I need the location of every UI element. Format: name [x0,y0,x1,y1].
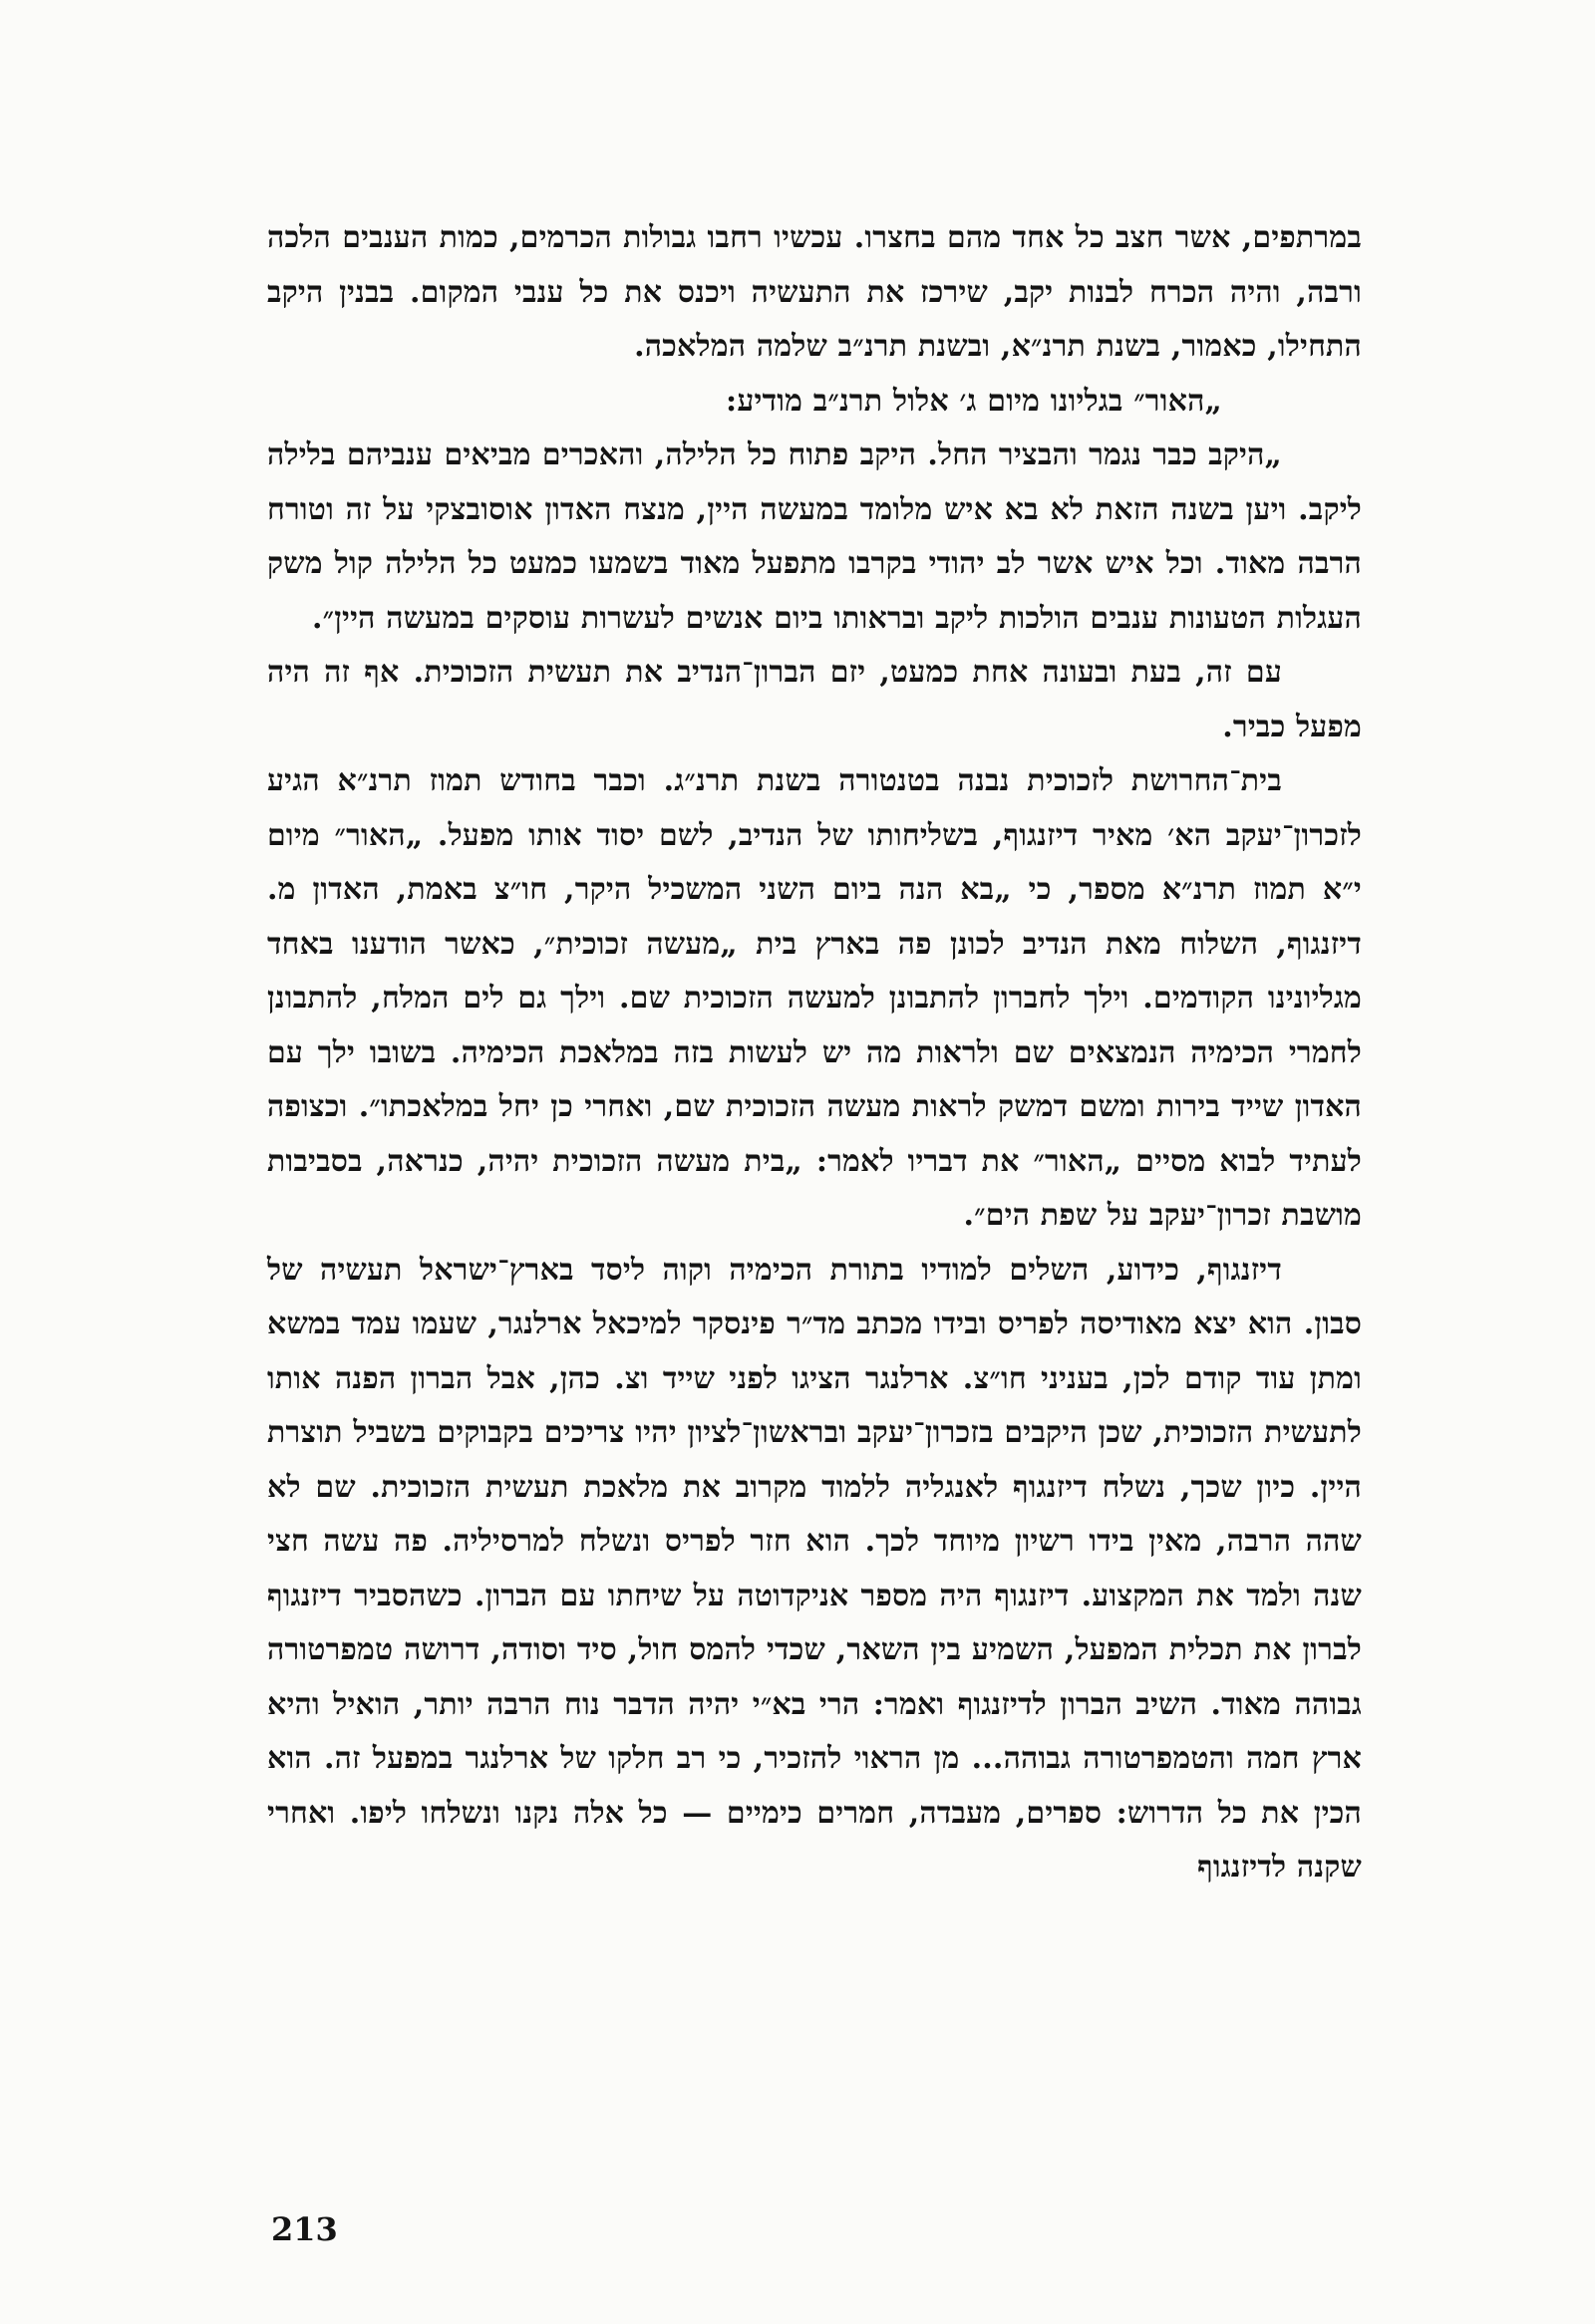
page-number: 213 [271,2210,338,2248]
paragraph-2: „האור״ בגליונו מיום ג׳ אלול תרנ״ב מודיע: [726,383,1222,419]
body-text [267,211,1362,1895]
paragraph-4: עם זה, בעת ובעונה אחת כמעט, יזם הברון־הנדיב את תעשית הזכוכית. אף זה היה מפעל כביר. [267,655,1362,744]
paragraph-6: דיזנגוף, כידוע, השלים למודיו בתורת הכימיה וקוה ליסד בארץ־ישראל תעשיה של סבון. הוא יצא מאודיסה לפריס ובידו מכתב מד״ר פינסקר למיכאל ארלנגר, שעמו עמד במשא ומתן עוד קודם לכן, בעניני חו״צ. ארלנגר הציגו לפני שייד וצ. כהן, אבל הברון הפנה אותו לתעשית הזכוכית, שכן היקבים בזכרון־יעקב ובראשון־לציון יהיו צריכים בקבוקים בשביל תוצרת היין. כיון שכך, נשלח דיזנגוף לאנגליה ללמוד מקרוב את מלאכת תעשית הזכוכית. שם לא שהה הרבה, מאין בידו רשיון מיוחד לכך. הוא חזר לפריס ונשלח למרסיליה. פה עשה חצי שנה ולמד את המקצוע. דיזנגוף היה מספר אניקדוטה על שיחתו עם הברון. כשהסביר דיזנגוף לברון את תכלית המפעל, השמיע בין השאר, שכדי להמס חול, סיד וסודה, דרושה טמפרטורה גבוהה מאוד. השיב הברון לדיזנגוף ואמר: הרי בא״י יהיה הדבר נוח הרבה יותר, הואיל והיא ארץ חמה והטמפרטורה גבוהה... מן הראוי להזכיר, כי רב חלקו של ארלנגר במפעל זה. הוא הכין את כל הדרוש: ספרים, מעבדה, חמרים כימיים — כל אלה נקנו ונשלחו ליפו. ואחרי שקנה לדיזנגוף [267,1252,1362,1885]
paragraph-5: בית־החרושת לזכוכית נבנה בטנטורה בשנת תרנ״ג. וכבר בחודש תמוז תרנ״א הגיע לזכרון־יעקב הא׳ מאיר דיזנגוף, בשליחותו של הנדיב, לשם יסוד אותו מפעל. „האור״ מיום י״א תמוז תרנ״א מספר, כי „בא הנה ביום השני המשכיל היקר, חו״צ באמת, האדון מ. דיזנגוף, השלוח מאת הנדיב לכונן פה בארץ בית „מעשה זכוכית״, כאשר הודענו באחד מגליונינו הקודמים. וילך לחברון להתבונן למעשה הזכוכית שם. וילך גם לים המלח, להתבונן לחמרי הכימיה הנמצאים שם ולראות מה יש לעשות בזה במלאכת הכימיה. בשובו ילך עם האדון שייד בירות ומשם דמשק לראות מעשה הזכוכית שם, ואחרי כן יחל במלאכתו״. וכצופה לעתיד לבוא מסיים „האור״ את דבריו לאמר: „בית מעשה הזכוכית יהיה, כנראה, בסביבות מושבת זכרון־יעקב על שפת הים״. [267,763,1362,1233]
paragraph-1: במרתפים, אשר חצב כל אחד מהם בחצרו. עכשיו רחבו גבולות הכרמים, כמות הענבים הלכה ורבה, והיה הכרח לבנות יקב, שירכז את התעשיה ויכנס את כל ענבי המקום. בבנין היקב התחילו, כאמור, בשנת תרנ״א, ובשנת תרנ״ב שלמה המלאכה. [267,220,1362,364]
paragraph-3: „היקב כבר נגמר והבציר החל. היקב פתוח כל הלילה, והאכרים מביאים ענביהם בלילה ליקב. ויען בשנה הזאת לא בא איש מלומד במעשה היין, מנצח האדון אוסובצקי על זה וטורח הרבה מאוד. וכל איש אשר לב יהודי בקרבו מתפעל מאוד בשמעו כמעט כל הלילה קול משק העגלות הטעונות ענבים הולכות ליקב ובראותו ביום אנשים לעשרות עוסקים במעשה היין״. [267,437,1362,636]
